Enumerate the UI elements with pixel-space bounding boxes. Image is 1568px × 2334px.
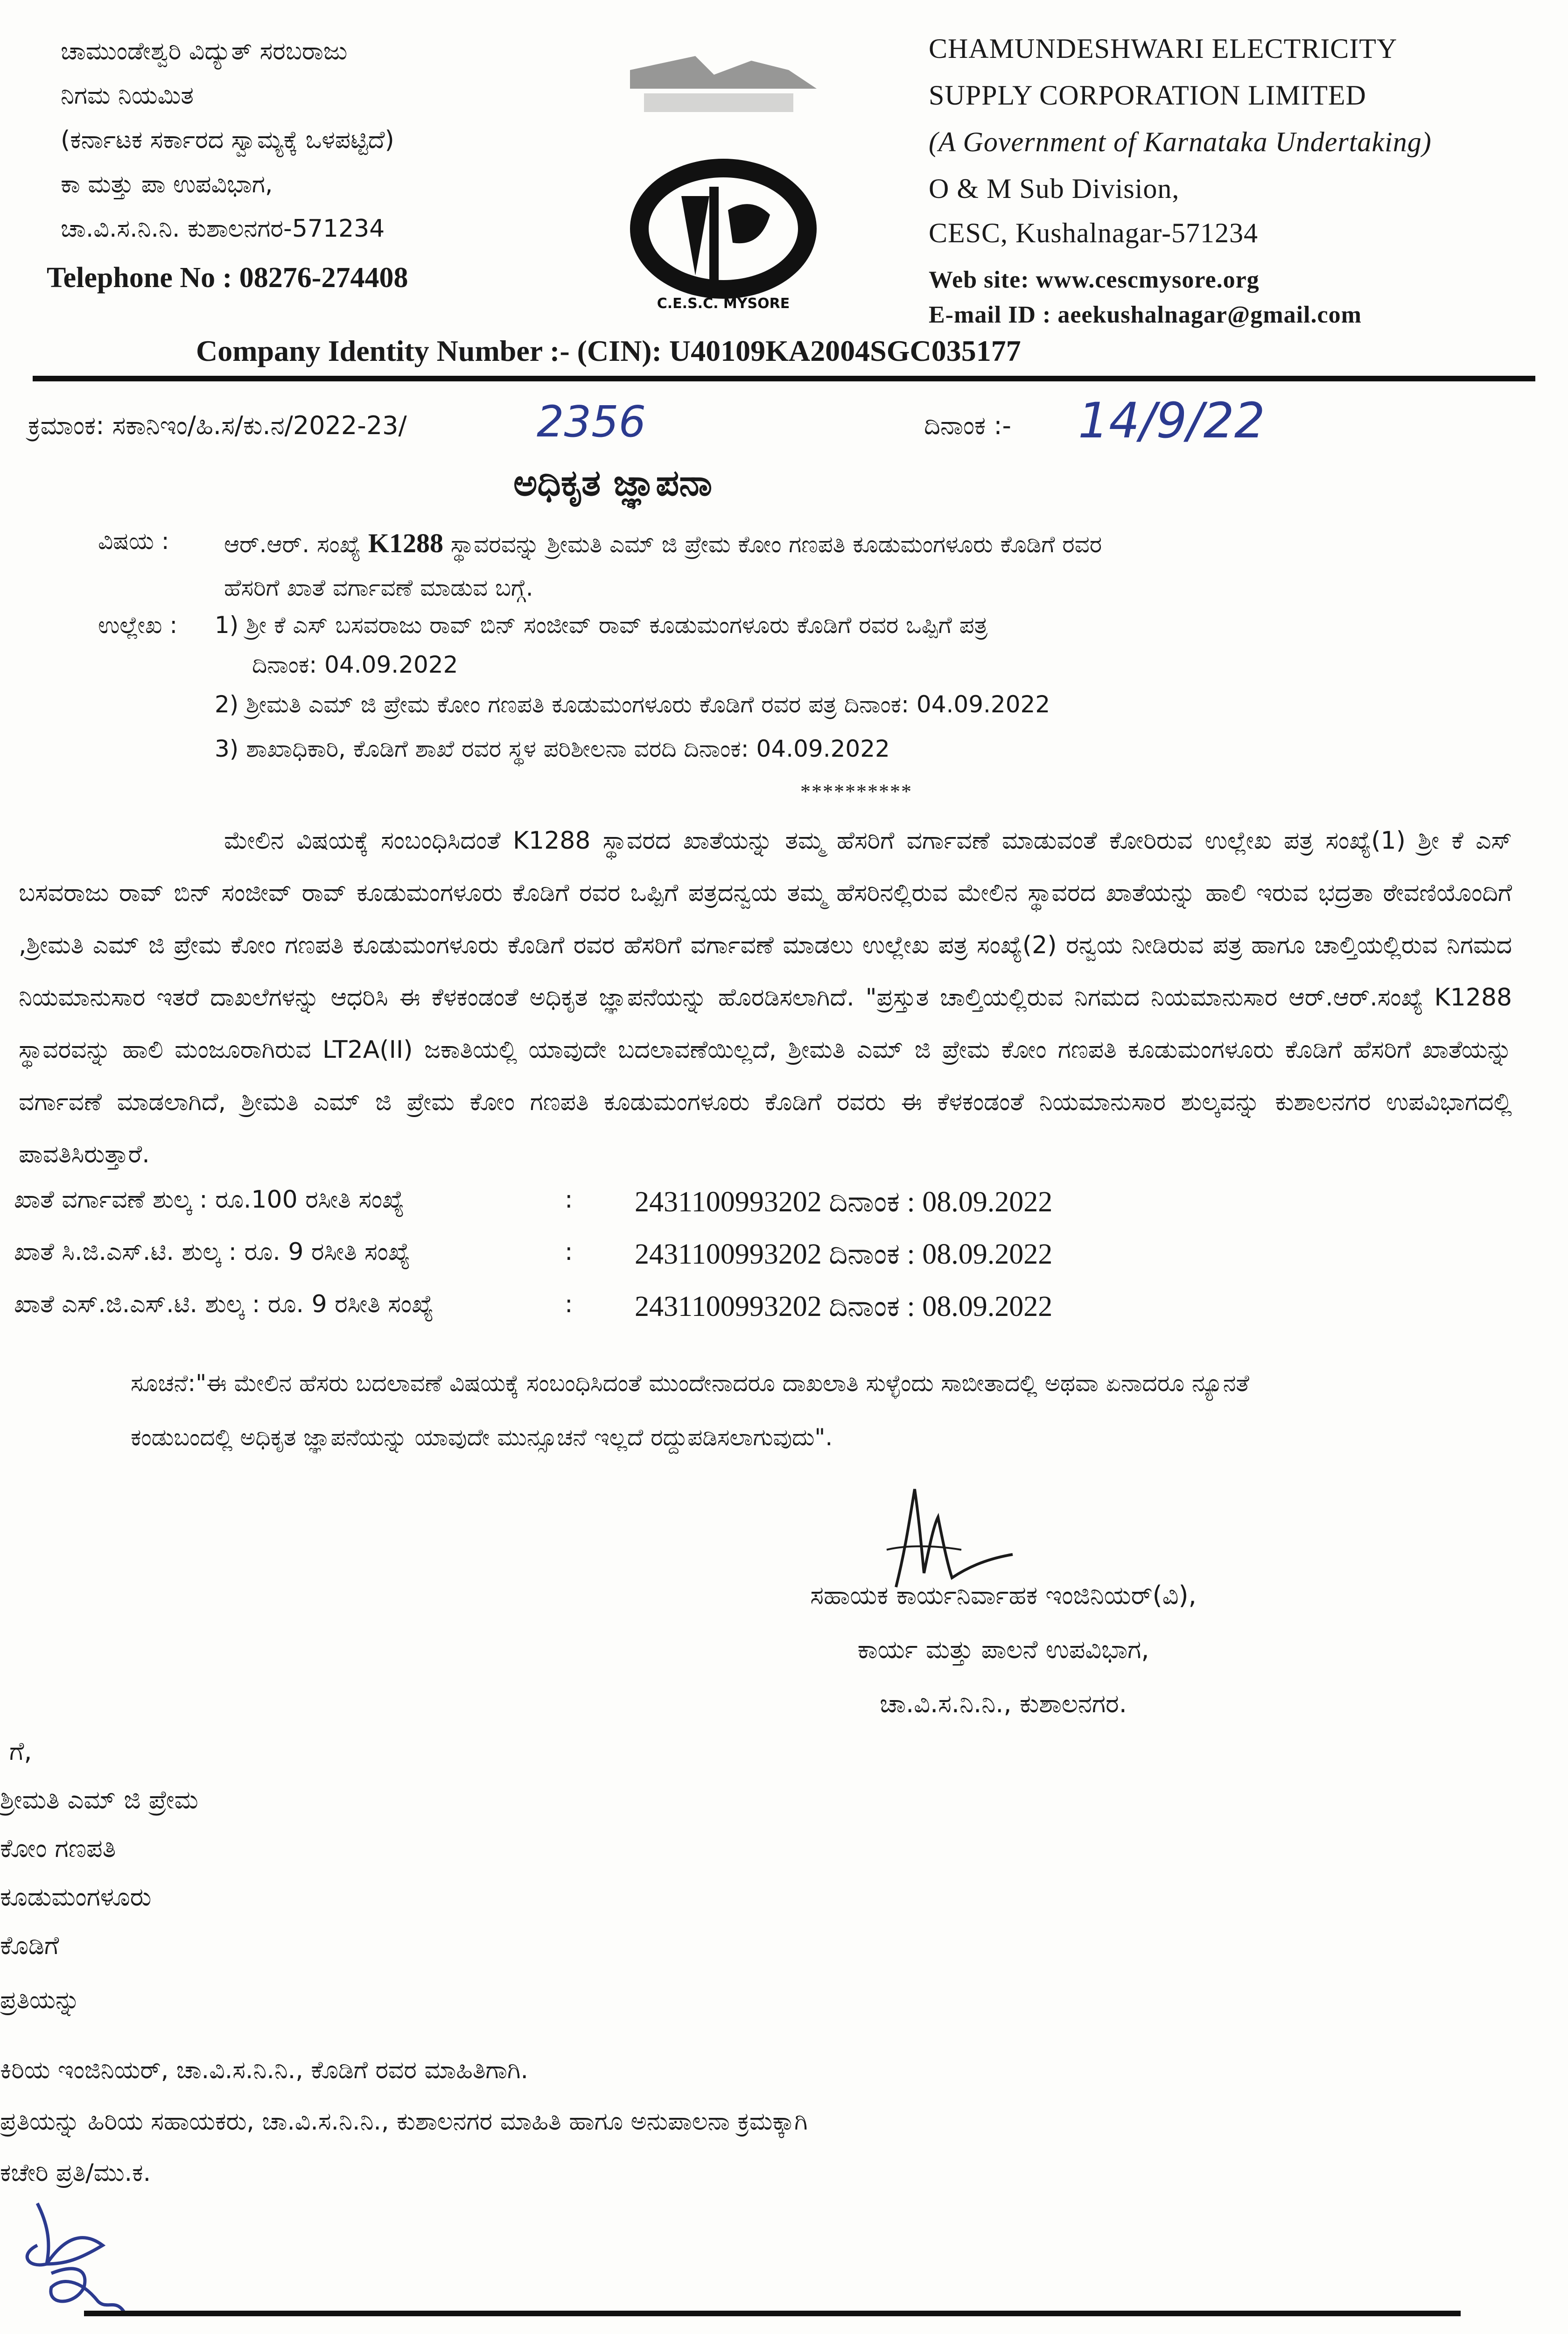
fee-row: [14, 1186, 1134, 1238]
signatory-line-1: ಸಹಾಯಕ ಕಾರ್ಯನಿರ್ವಾಹಕ ಇಂಜಿನಿಯರ್(ವಿ),: [810, 1581, 1197, 1610]
cesc-logo: [574, 42, 873, 322]
subject-line-1: ಆರ್.ಆರ್. ಸಂಖ್ಯೆ K1288 ಸ್ಥಾವರವನ್ನು ಶ್ರೀಮತಿ ಎಮ್ ಜಿ ಪ್ರೇಮ ಕೋಂ ಗಣಪತಿ ಕೂಡುಮಂಗಳೂರು ಕೊಡಿಗೆ ರವರ: [224, 528, 1102, 558]
reference-item-3: 3) ಶಾಖಾಧಿಕಾರಿ, ಕೊಡಿಗೆ ಶಾಖೆ ರವರ ಸ್ಥಳ ಪರಿಶೀಲನಾ ವರದಿ ದಿನಾಂಕ: 04.09.2022: [215, 735, 890, 762]
copy-to-block: [0, 1975, 808, 2199]
copy-spacer: [0, 2026, 808, 2045]
header-left-line-2: ನಿಗಮ ನಿಯಮಿತ: [61, 82, 194, 110]
fee-value: 2431100993202 ದಿನಾಂಕ : 08.09.2022: [635, 1186, 1053, 1218]
footer-rule: [84, 2311, 1461, 2316]
copy-line-1: ಪ್ರತಿಯನ್ನು: [0, 1986, 80, 2014]
subject-line-2: ಹೆಸರಿಗೆ ಖಾತೆ ವರ್ಗಾವಣೆ ಮಾಡುವ ಬಗ್ಗೆ.: [224, 574, 533, 601]
fee-label: ಖಾತೆ ವರ್ಗಾವಣೆ ಶುಲ್ಕ : ರೂ.100 ರಸೀತಿ ಸಂಖ್ಯೆ: [14, 1186, 405, 1214]
fee-list: [14, 1186, 1134, 1343]
header-left-address: [47, 37, 574, 299]
reference-number: 2356: [537, 397, 646, 447]
recipient-line-1: ಗೆ,: [9, 1736, 32, 1766]
header-right-line-4: O & M Sub Division,: [929, 173, 1180, 204]
copy-line-4: ಕಚೇರಿ ಪ್ರತಿ/ಮು.ಕ.: [0, 2159, 151, 2187]
fee-value: 2431100993202 ದಿನಾಂಕ : 08.09.2022: [635, 1291, 1053, 1322]
notice-text: ಸೂಚನೆ:"ಈ ಮೇಲಿನ ಹೆಸರು ಬದಲಾವಣೆ ವಿಷಯಕ್ಕೆ ಸಂಬಂಧಿಸಿದಂತೆ ಮುಂದೇನಾದರೂ ದಾಖಲಾತಿ ಸುಳ್ಳೆಂದು ಸಾಬೀತಾದಲ್ಲಿ ಅಥವಾ ಏನಾದರೂ ನ್ಯೂನತೆ ಕಂಡುಬಂದಲ್ಲಿ ಅಧಿಕೃತ ಜ್ಞಾಪನೆಯನ್ನು ಯಾವುದೇ ಮುನ್ಸೂಚನೆ ಇಲ್ಲದೆ ರದ್ದುಪಡಿಸಲಾಗುವುದು".: [131, 1370, 1249, 1451]
header-left-line-3: (ಕರ್ನಾಟಕ ಸರ್ಕಾರದ ಸ್ವಾಮ್ಯಕ್ಕೆ ಒಳಪಟ್ಟಿದೆ): [61, 126, 394, 154]
recipient-line-3: ಕೋಂ ಗಣಪತಿ: [0, 1834, 116, 1863]
fee-label: ಖಾತೆ ಸಿ.ಜಿ.ಎಸ್.ಟಿ. ಶುಲ್ಕ : ರೂ. 9 ರಸೀತಿ ಸಂಖ್ಯೆ: [14, 1238, 410, 1266]
reference-label: ಕ್ರಮಾಂಕ: ಸಕಾನಿಇಂ/ಹಿ.ಸ/ಕು.ನ/2022-23/: [28, 411, 407, 440]
fee-label: ಖಾತೆ ಎಸ್.ಜಿ.ಎಸ್.ಟಿ. ಶುಲ್ಕ : ರೂ. 9 ರಸೀತಿ ಸಂಖ್ಯೆ: [14, 1290, 434, 1318]
signatory-block: [700, 1568, 1307, 1731]
logo-caption: C.E.S.C. MYSORE: [657, 295, 790, 312]
copy-line-3: ಪ್ರತಿಯನ್ನು ಹಿರಿಯ ಸಹಾಯಕರು, ಚಾ.ವಿ.ಸ.ನಿ.ನಿ., ಕುಶಾಲನಗರ ಮಾಹಿತಿ ಹಾಗೂ ಅನುಪಾಲನಾ ಕ್ರಮಕ್ಕಾಗಿ: [0, 2108, 808, 2136]
fee-colon: :: [565, 1238, 573, 1266]
rr-number: K1288: [368, 528, 443, 558]
references-label: ಉಲ್ಲೇಖ :: [98, 612, 178, 639]
header-email: E-mail ID : aeekushalnagar@gmail.com: [929, 302, 1362, 328]
fee-colon: :: [565, 1290, 573, 1318]
signatory-line-3: ಚಾ.ವಿ.ಸ.ನಿ.ನಿ., ಕುಶಾಲನಗರ.: [880, 1689, 1127, 1718]
reference-item-1-date: ದಿನಾಂಕ: 04.09.2022: [252, 651, 458, 678]
header-right-line-3: (A Government of Karnataka Undertaking): [929, 127, 1432, 157]
header-telephone: Telephone No : 08276-274408: [47, 262, 408, 294]
copy-line-2: ಕಿರಿಯ ಇಂಜಿನಿಯರ್, ಚಾ.ವಿ.ಸ.ನಿ.ನಿ., ಕೊಡಿಗೆ ರವರ ಮಾಹಿತಿಗಾಗಿ.: [0, 2056, 529, 2084]
fee-row: [14, 1238, 1134, 1290]
header-right-address: [929, 33, 1535, 328]
date-label: ದಿನಾಂಕ :-: [924, 411, 1012, 440]
company-cin: Company Identity Number :- (CIN): U40109KA2004SGC035177: [196, 334, 1021, 367]
body-paragraph: ಮೇಲಿನ ವಿಷಯಕ್ಕೆ ಸಂಬಂಧಿಸಿದಂತೆ K1288 ಸ್ಥಾವರದ ಖಾತೆಯನ್ನು ತಮ್ಮ ಹೆಸರಿಗೆ ವರ್ಗಾವಣೆ ಮಾಡುವಂತೆ ಕೋರಿರುವ ಉಲ್ಲೇಖ ಪತ್ರ ಸಂಖ್ಯೆ(1) ಶ್ರೀ ಕೆ ಎಸ್ ಬಸವರಾಜು ರಾವ್ ಬಿನ್ ಸಂಜೀವ್ ರಾವ್ ಕೂಡುಮಂಗಳೂರು ಕೊಡಿಗೆ ರವರ ಒಪ್ಪಿಗೆ ಪತ್ರದನ್ವಯ ತಮ್ಮ ಹೆಸರಿನಲ್ಲಿರುವ ಮೇಲಿನ ಸ್ಥಾವರದ ಖಾತೆಯನ್ನು ಹಾಲಿ ಇರುವ ಭದ್ರತಾ ಠೇವಣಿಯೊಂದಿಗೆ ,ಶ್ರೀಮತಿ ಎಮ್ ಜಿ ಪ್ರೇಮ ಕೋಂ ಗಣಪತಿ ಕೂಡುಮಂಗಳೂರು ಕೊಡಿಗೆ ರವರ ಹೆಸರಿಗೆ ವರ್ಗಾವಣೆ ಮಾಡಲು ಉಲ್ಲೇಖ ಪತ್ರ ಸಂಖ್ಯೆ(2) ರನ್ವಯ ನೀಡಿರುವ ಪತ್ರ ಹಾಗೂ ಚಾಲ್ತಿಯಲ್ಲಿರುವ ನಿಗಮದ ನಿಯಮಾನುಸಾರ ಇತರೆ ದಾಖಲೆಗಳನ್ನು ಆಧರಿಸಿ ಈ ಕೆಳಕಂಡಂತೆ ಅಧಿಕೃತ ಜ್ಞಾಪನೆಯನ್ನು ಹೊರಡಿಸಲಾಗಿದೆ. "ಪ್ರಸ್ತುತ ಚಾಲ್ತಿಯಲ್ಲಿರುವ ನಿಗಮದ ನಿಯಮಾನುಸಾರ ಆರ್.ಆರ್.ಸಂಖ್ಯೆ K1288 ಸ್ಥಾವರವನ್ನು ಹಾಲಿ ಮಂಜೂರಾಗಿರುವ LT2A(II) ಜಕಾತಿಯಲ್ಲಿ ಯಾವುದೇ ಬದಲಾವಣೆಯಿಲ್ಲದೆ, ಶ್ರೀಮತಿ ಎಮ್ ಜಿ ಪ್ರೇಮ ಕೋಂ ಗಣಪತಿ ಕೂಡುಮಂಗಳೂರು ಕೊಡಿಗೆ ಹೆಸರಿಗೆ ಖಾತೆಯನ್ನು ವರ್ಗಾವಣೆ ಮಾಡಲಾಗಿದೆ, ಶ್ರೀಮತಿ ಎಮ್ ಜಿ ಪ್ರೇಮ ಕೋಂ ಗಣಪತಿ ಕೂಡುಮಂಗಳೂರು ಕೊಡಿಗೆ ರವರು ಈ ಕೆಳಕಂಡಂತೆ ನಿಯಮಾನುಸಾರ ಶುಲ್ಕವನ್ನು ಕುಶಾಲನಗರ ಉಪವಿಭಾಗದಲ್ಲಿ ಪಾವತಿಸಿರುತ್ತಾರೆ.: [19, 827, 1512, 1168]
fee-row: [14, 1290, 1134, 1343]
date-value: 14/9/22: [1078, 392, 1265, 449]
document-title: ಅಧಿಕೃತ ಜ್ಞಾಪನಾ: [513, 462, 713, 504]
header-right-line-1: CHAMUNDESHWARI ELECTRICITY: [929, 33, 1398, 64]
reference-item-1: 1) ಶ್ರೀ ಕೆ ಎಸ್ ಬಸವರಾಜು ರಾವ್ ಬಿನ್ ಸಂಜೀವ್ ರಾವ್ ಕೂಡುಮಂಗಳೂರು ಕೊಡಿಗೆ ರವರ ಒಪ್ಪಿಗೆ ಪತ್ರ: [215, 612, 988, 639]
header-rule: [33, 376, 1535, 381]
subject-label: ವಿಷಯ :: [98, 527, 169, 555]
header-right-line-5: CESC, Kushalnagar-571234: [929, 218, 1259, 248]
header-right-line-2: SUPPLY CORPORATION LIMITED: [929, 80, 1366, 111]
header-left-line-5: ಚಾ.ವಿ.ಸ.ನಿ.ನಿ. ಕುಶಾಲನಗರ-571234: [61, 215, 385, 243]
header-left-line-4: ಕಾ ಮತ್ತು ಪಾ ಉಪವಿಭಾಗ,: [61, 170, 273, 198]
recipient-block: [0, 1727, 198, 1970]
recipient-line-5: ಕೊಡಿಗೆ: [0, 1931, 59, 1960]
signatory-line-2: ಕಾರ್ಯ ಮತ್ತು ಪಾಲನೆ ಉಪವಿಭಾಗ,: [857, 1635, 1149, 1664]
separator-stars: **********: [800, 780, 912, 803]
fee-value: 2431100993202 ದಿನಾಂಕ : 08.09.2022: [635, 1238, 1053, 1270]
recipient-line-4: ಕೂಡುಮಂಗಳೂರು: [0, 1882, 152, 1912]
reference-item-2: 2) ಶ್ರೀಮತಿ ಎಮ್ ಜಿ ಪ್ರೇಮ ಕೋಂ ಗಣಪತಿ ಕೂಡುಮಂಗಳೂರು ಕೊಡಿಗೆ ರವರ ಪತ್ರ ದಿನಾಂಕ: 04.09.2022: [215, 691, 1050, 718]
header-website: Web site: www.cescmysore.org: [929, 267, 1260, 293]
header-left-line-1: ಚಾಮುಂಡೇಶ್ವರಿ ವಿದ್ಯುತ್ ಸರಬರಾಜು: [61, 37, 348, 65]
fee-colon: :: [565, 1186, 573, 1214]
recipient-line-2: ಶ್ರೀಮತಿ ಎಮ್ ಜಿ ಪ್ರೇಮ: [0, 1785, 198, 1814]
